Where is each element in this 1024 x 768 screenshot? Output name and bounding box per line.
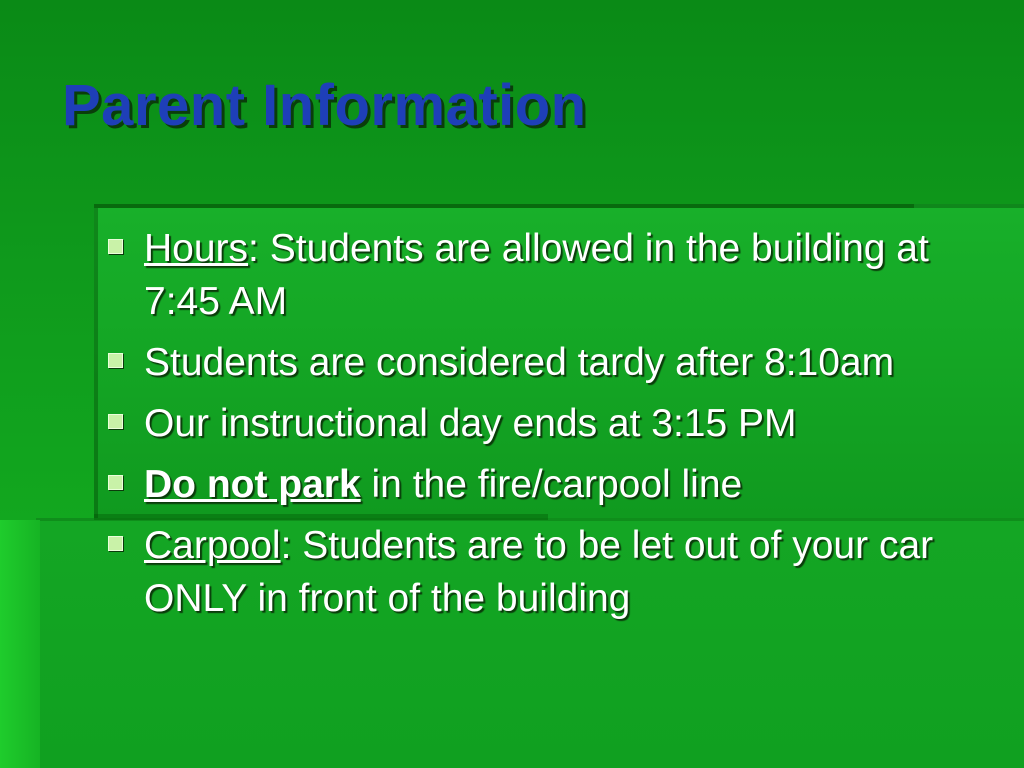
- bullet-hours: [104, 222, 984, 328]
- bullet-list: [104, 222, 984, 633]
- decorative-edge-top: [94, 204, 914, 208]
- bullet-no-park-text: in the fire/carpool line: [360, 463, 743, 506]
- bullet-hours-lead: Hours: [144, 227, 249, 270]
- bullet-carpool-text: : Students are to be let out of your car ONLY in front of the building: [144, 524, 934, 620]
- bullet-tardy-text: Students are considered tardy after 8:10am: [144, 341, 895, 384]
- bullet-day-ends: [104, 397, 984, 450]
- square-bullet-icon: [108, 414, 123, 429]
- bullet-tardy: [104, 336, 984, 389]
- bullet-day-ends-text: Our instructional day ends at 3:15 PM: [144, 402, 797, 445]
- bullet-carpool: [104, 519, 984, 625]
- bullet-hours-text: : Students are allowed in the building at 7:45 AM: [144, 227, 929, 323]
- bullet-no-park-lead: Do not park: [144, 463, 361, 506]
- decorative-glow-left: [0, 520, 40, 768]
- slide-title: Parent Information: [62, 73, 587, 138]
- square-bullet-icon: [108, 353, 123, 368]
- bullet-carpool-lead: Carpool: [144, 524, 281, 567]
- square-bullet-icon: [108, 239, 123, 254]
- square-bullet-icon: [108, 536, 123, 551]
- bullet-no-park: [104, 458, 984, 511]
- square-bullet-icon: [108, 475, 123, 490]
